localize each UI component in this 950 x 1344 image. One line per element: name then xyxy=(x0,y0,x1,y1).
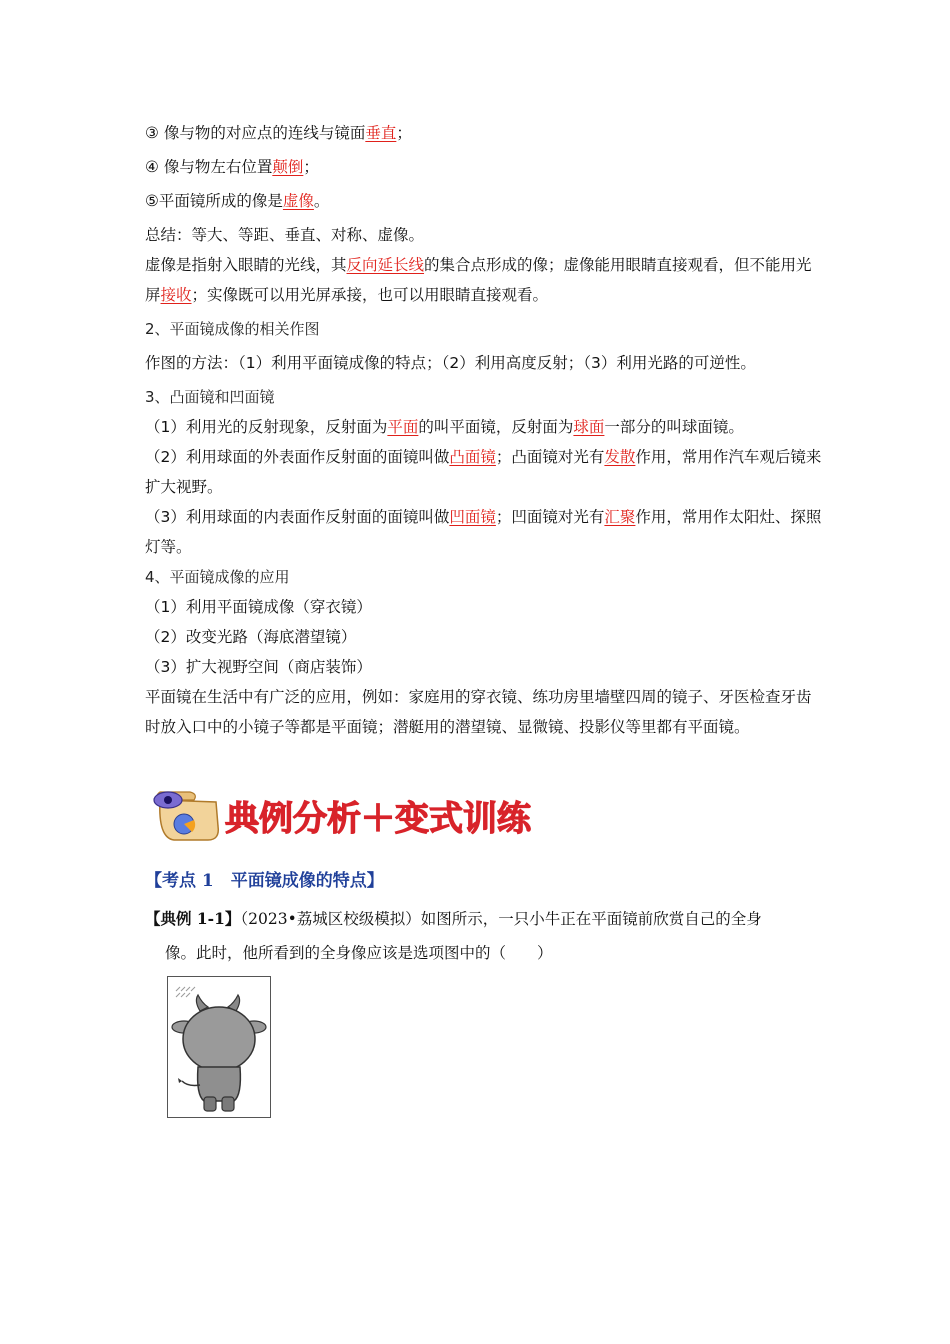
virtual-image-paragraph xyxy=(145,250,825,310)
text: 作用，常用作太阳灶、探照灯等。 xyxy=(145,508,822,556)
mirror-line-1 xyxy=(145,412,825,442)
banner-title: 典例分析＋变式训练 xyxy=(225,799,531,839)
calf-mirror-figure xyxy=(167,976,271,1118)
content-body xyxy=(145,118,825,742)
text: 一部分的叫球面镜。 xyxy=(604,418,744,436)
answer-blank: 凸面镜 xyxy=(449,448,496,466)
answer-blank: 接收 xyxy=(160,286,192,304)
text: 虚像是指射入眼睛的光线，其 xyxy=(145,256,347,274)
exam-point-heading: 【考点 1 平面镜成像的特点】 xyxy=(145,871,384,891)
mirror-line-2 xyxy=(145,442,825,502)
text: （2）利用球面的外表面作反射面的面镜叫做 xyxy=(145,448,450,466)
answer-blank: 凹面镜 xyxy=(449,508,496,526)
answer-blank: 平面 xyxy=(387,418,419,436)
section-2-heading: 2、平面镜成像的相关作图 xyxy=(145,320,320,338)
question-line-1: （2023•荔城区校级模拟）如图所示，一只小牛正在平面镜前欣赏自己的全身 xyxy=(240,910,762,928)
mirror-marks xyxy=(176,987,195,997)
item-text: ③ 像与物的对应点的连线与镜面 xyxy=(145,124,366,142)
section-4-heading: 4、平面镜成像的应用 xyxy=(145,568,290,586)
answer-blank: 垂直 xyxy=(365,124,397,142)
text: 的叫平面镜，反射面为 xyxy=(418,418,574,436)
calf-icon xyxy=(172,995,266,1111)
application-item: （1）利用平面镜成像（穿衣镜） xyxy=(145,598,372,616)
item-text: ⑤平面镜所成的像是 xyxy=(145,192,283,210)
answer-blank: 球面 xyxy=(573,418,605,436)
scroll-eye-icon xyxy=(154,792,218,840)
text: ；凸面镜对光有 xyxy=(495,448,605,466)
punct: ； xyxy=(396,124,412,142)
text: （3）利用球面的内表面作反射面的面镜叫做 xyxy=(145,508,450,526)
banner-graphic xyxy=(150,786,550,846)
answer-blank: 颠倒 xyxy=(272,158,304,176)
punct: ； xyxy=(303,158,319,176)
question-line-2: 像。此时，他所看到的全身像应该是选项图中的（ ） xyxy=(165,944,553,962)
summary: 总结：等大、等距、垂直、对称、虚像。 xyxy=(145,226,425,244)
example-tag: 【典例 1-1】 xyxy=(145,909,241,928)
application-item: （2）改变光路（海底潜望镜） xyxy=(145,628,357,646)
punct: 。 xyxy=(313,192,330,210)
item-3 xyxy=(145,118,825,148)
answer-blank: 汇聚 xyxy=(604,508,636,526)
answer-blank: 反向延长线 xyxy=(346,256,425,274)
answer-blank: 虚像 xyxy=(282,192,314,210)
section-3-heading: 3、凸面镜和凹面镜 xyxy=(145,388,275,406)
item-4 xyxy=(145,152,825,182)
example-question xyxy=(145,902,815,970)
text: （1）利用光的反射现象，反射面为 xyxy=(145,418,388,436)
mirror-line-3 xyxy=(145,502,825,562)
text: 作用，常用作汽车观后镜来扩大视野。 xyxy=(145,448,822,496)
application-item: （3）扩大视野空间（商店装饰） xyxy=(145,658,372,676)
calf-back-image xyxy=(168,977,270,1117)
answer-blank: 发散 xyxy=(604,448,636,466)
item-text: ④ 像与物左右位置 xyxy=(145,158,273,176)
applications-paragraph: 平面镜在生活中有广泛的应用，例如：家庭用的穿衣镜、练功房里墙壁四周的镜子、牙医检查牙齿时放入口中的小镜子等都是平面镜；潜艇用的潜望镜、显微镜、投影仪等里都有平面镜。 xyxy=(145,688,812,736)
text: ；实像既可以用光屏承接，也可以用眼睛直接观看。 xyxy=(191,286,549,304)
example-analysis-banner xyxy=(150,786,550,846)
text: ；凹面镜对光有 xyxy=(495,508,605,526)
drawing-method: 作图的方法：（1）利用平面镜成像的特点；（2）利用高度反射；（3）利用光路的可逆性。 xyxy=(145,354,756,372)
item-5 xyxy=(145,186,825,216)
text: 的集合点形成的像；虚像能用眼睛直接观看，但不能用光屏 xyxy=(145,256,812,304)
